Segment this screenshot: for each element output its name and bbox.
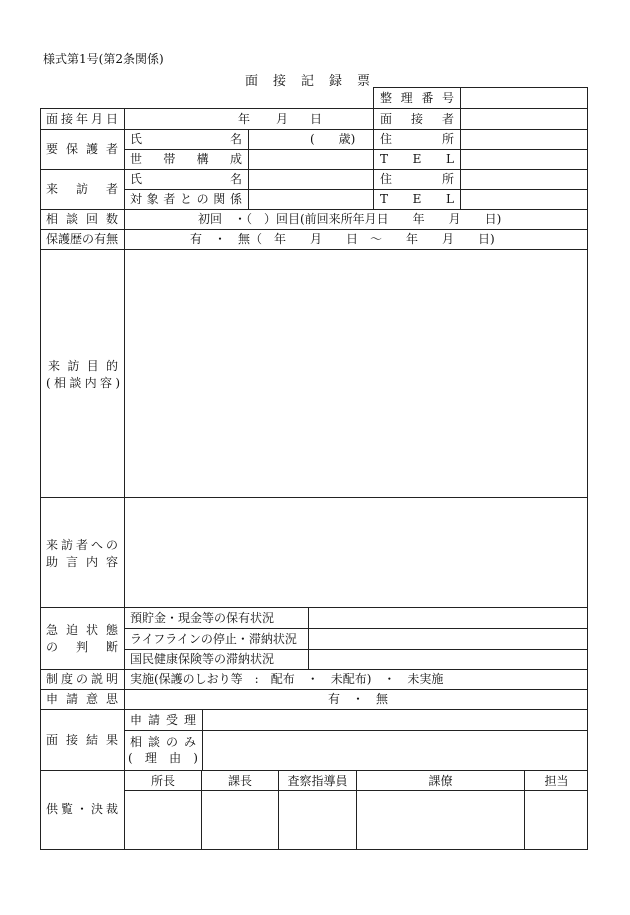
seiri-bango-label: 整 理 番 号 (380, 91, 454, 105)
seido-value: 実施(保護のしおり等 : 配布 ・ 未配布) ・ 未実施 (130, 672, 444, 686)
yohogosha-age-label: ( 歳) (310, 132, 356, 146)
approval-col-sasatsu: 査察指導員 (287, 774, 348, 788)
raihosha-tel-label: T E L (380, 192, 454, 206)
kyuhaku-row-insurance: 国民健康保険等の滞納状況 (130, 652, 275, 666)
purpose-entry-area[interactable] (126, 251, 586, 496)
raihosha-name-label: 氏 名 (130, 172, 242, 186)
kekka-label: 面 接 結 果 (46, 733, 118, 747)
year-label: 年 (238, 112, 251, 126)
purpose-label-line1: 来 訪 目 的 (48, 359, 118, 373)
approval-col-shocho: 所長 (150, 774, 175, 788)
advice-label-line1: 来 訪 者 へ の (46, 538, 118, 552)
raihosha-label: 来 訪 者 (46, 182, 118, 196)
shinsei-juri-label: 申 請 受 理 (130, 713, 196, 727)
yohogosha-label: 要 保 護 者 (46, 142, 118, 156)
soudan-kaisu-value: 初回 ・（ ）回目(前回来所年月日 年 月 日) (198, 212, 502, 226)
approval-col-kacho: 課長 (227, 774, 252, 788)
month-label: 月 (276, 112, 289, 126)
purpose-label-line2: ( 相 談 内 容 ) (46, 376, 120, 390)
form-title: 面接記録票 (244, 74, 385, 89)
approval-label: 供 覧 ・ 決 裁 (46, 802, 118, 816)
reason-label: ( 理 由 ) (128, 751, 198, 765)
hogoreki-label: 保 護 歴 の 有 無 (46, 232, 119, 246)
advice-entry-area[interactable] (126, 499, 586, 606)
kyuhaku-row-lifeline: ライフラインの停止・滞納状況 (130, 632, 297, 646)
kyuhaku-row-savings: 預貯金・現金等の保有状況 (130, 611, 275, 625)
mensetsu-date-label: 面 接 年 月 日 (46, 112, 118, 126)
yohogosha-address-label: 住 所 (380, 132, 454, 146)
raihosha-address-label: 住 所 (380, 172, 454, 186)
kyuhaku-label-line1: 急 迫 状 態 (46, 623, 118, 637)
kyuhaku-label-line2: の 判 断 (46, 640, 118, 654)
relation-label: 対 象 者 と の 関 係 (130, 192, 242, 206)
seido-label: 制 度 の 説 明 (46, 672, 118, 686)
hogoreki-value: 有 ・ 無（ 年 月 日 ～ 年 月 日) (190, 232, 495, 246)
shinsei-ishi-value: 有 ・ 無 (328, 692, 389, 706)
household-label: 世 帯 構 成 (130, 152, 242, 166)
advice-label-line2: 助 言 内 容 (46, 555, 118, 569)
soudan-kaisu-label: 相 談 回 数 (46, 212, 118, 226)
yohogosha-name-label: 氏 名 (130, 132, 242, 146)
day-label: 日 (310, 112, 323, 126)
interviewer-label: 面 接 者 (380, 112, 454, 126)
interview-record-table (40, 87, 588, 850)
yohogosha-tel-label: T E L (380, 152, 454, 166)
soudan-nomi-label: 相 談 の み (130, 735, 196, 749)
approval-col-tanto: 担当 (544, 774, 569, 788)
shinsei-ishi-label: 申 請 意 思 (46, 692, 118, 706)
approval-col-karyo: 課僚 (428, 774, 453, 788)
form-number: 様式第1号(第2条関係) (43, 52, 164, 66)
